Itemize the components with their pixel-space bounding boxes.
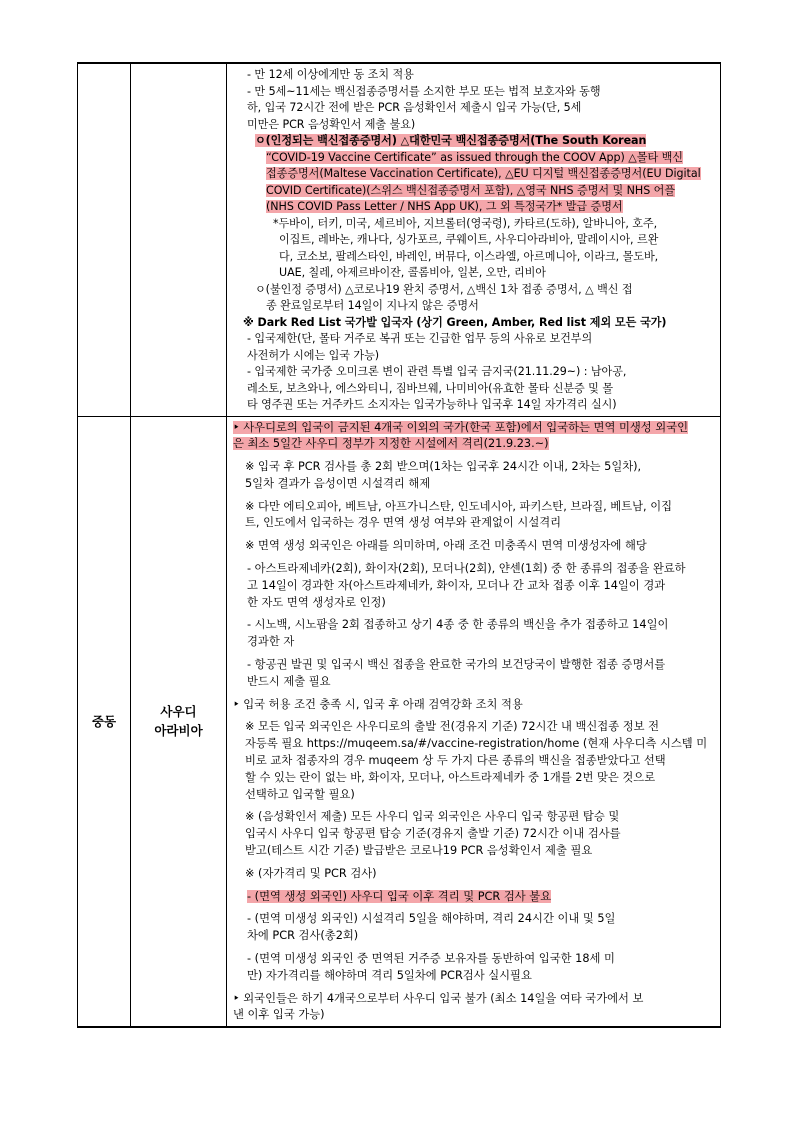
text-line: 고 14일이 경과한 자(아스트라제네카, 화이자, 모더나 간 교차 접종 이후 14일이 경과 [247,578,666,592]
country-cell: 사우디 아라비아 [131,416,227,1027]
text-line: - 입국제한 국가중 오미크론 변이 관련 특별 입국 금지국(21.11.29~) : 남아공, [247,365,627,378]
text-line: - (면역 미생성 외국인 중 면역된 거주증 보유자를 동반하여 입국한 18세 미 [247,952,615,966]
text-line: 트, 인도에서 입국하는 경우 면역 생성 여부와 관계없이 시설격리 [245,516,562,530]
highlighted-line: (NHS COVID Pass Letter / NHS App UK), 그 외 특정국가* 발급 증명서 [266,200,623,213]
text-line: 이집트, 레바논, 캐나다, 싱가포르, 쿠웨이트, 사우디아라비아, 말레이시아, 르완 [279,233,659,246]
text-line: 다, 코소보, 팔레스타인, 바레인, 버뮤다, 이스라엘, 아르메니아, 이라크, 몰도바, [279,249,659,263]
text-line: - 만 12세 이상에게만 동 조치 적용 [247,68,414,81]
text-line: ‣ 입국 허용 조건 충족 시, 입국 후 아래 검역강화 조치 적용 [233,697,523,711]
text-line: - 입국제한(단, 몰타 거주로 복귀 또는 긴급한 업무 등의 사유로 보건부의 [247,332,593,345]
text-line: ※ 입국 후 PCR 검사를 총 2회 받으며(1차는 입국후 24시간 이내, 2차는 5일차), [245,460,642,474]
region-cell [78,63,131,416]
text-line: ※ 모든 입국 외국인은 사우디로의 출발 전(경유지 기준) 72시간 내 백신접종 정보 전 [245,720,660,734]
table-row-malta [78,63,721,416]
text-line: 차에 PCR 검사(총2회) [247,929,359,943]
text-line: - 아스트라제네카(2회), 화이자(2회), 모더나(2회), 얀센(1회) 중 한 종류의 접종을 완료하 [247,562,686,576]
text-line: ※ (음성확인서 제출) 모든 사우디 입국 외국인은 사우디 입국 항공편 탑승 및 [245,810,620,824]
text-line: 레소토, 보츠와나, 에스와티니, 짐바브웨, 나미비아(유효한 몰타 신분증 및 몰 [247,381,613,395]
text-line: 비로 교차 접종자의 경우 muqeem 상 두 가지 다른 종류의 백신을 접종받았다고 선택 [245,754,666,768]
text-line: 사전허가 시에는 입국 가능) [247,348,380,362]
text-line: 만) 자가격리를 해야하며 격리 5일차에 PCR검사 실시필요 [247,968,532,982]
text-line: ‣ 외국인들은 하기 4개국으로부터 사우디 입국 불가 (최소 14일을 여타 국가에서 보 [233,991,644,1005]
highlighted-line: - (면역 생성 외국인) 사우디 입국 이후 격리 및 PCR 검사 불요 [247,889,552,903]
text-line: 5일차 결과가 음성이면 시설격리 해제 [245,476,431,490]
text-line: ※ 다만 에티오피아, 베트남, 아프가니스탄, 인도네시아, 파키스탄, 브라질, 베트남, 이집 [245,499,673,513]
text-line: 경과한 자 [247,635,295,649]
highlighted-line: ‣ 사우디로의 입국이 금지된 4개국 이외의 국가(한국 포함)에서 입국하는 면역 미생성 외국인 [233,420,689,434]
text-line: ※ 면역 생성 외국인은 아래를 의미하며, 아래 조건 미충족시 면역 미생성자에 해당 [245,539,647,553]
text-line: ※ Dark Red List 국가발 입국자 (상기 Green, Amber, Red list 제외 모든 국가) [243,315,667,329]
text-line: 미만은 PCR 음성확인서 제출 불요) [247,117,416,131]
text-line: - 시노백, 시노팜을 2회 접종하고 상기 4종 중 한 종류의 백신을 추가 접종하고 14일이 [247,618,669,632]
text-line: *두바이, 터키, 미국, 세르비아, 지브롤터(영국령), 카타르(도하), 알바니아, 호주, [273,216,658,230]
highlighted-line: 접종증명서(Maltese Vaccination Certificate), △EU 디지털 백신접종증명서(EU Digital [266,167,701,180]
text-line: - 만 5세~11세는 백신접종증명서를 소지한 부모 또는 법적 보호자와 동행 [247,84,601,98]
text-line: ㅇ(불인정 증명서) △코로나19 완치 증명서, △백신 1차 접종 증명서, △ 백신 접 [255,282,633,296]
text-line: - 항공권 발권 및 입국시 백신 접종을 완료한 국가의 보건당국이 발행한 접종 증명서를 [247,658,666,672]
text-line: - (면역 미생성 외국인) 시설격리 5일을 해야하며, 격리 24시간 이내 및 5일 [247,912,616,926]
highlighted-line: “COVID-19 Vaccine Certificate” as issued through the COOV App) △몰타 백신 [266,150,683,164]
country-table [77,62,721,1028]
highlighted-line: 은 최소 5일간 사우디 정부가 지정한 시설에서 격리(21.9.23.~) [233,437,549,451]
text-line: 할 수 있는 란이 없는 바, 화이자, 모더나, 아스트라제네카 중 1개를 2번 맞은 것으로 [245,770,656,784]
region-cell: 중동 [78,416,131,1027]
text-line: 입국시 사우디 입국 항공편 탑승 기준(경유지 출발 기준) 72시간 이내 검사를 [245,827,621,841]
content-cell [227,63,721,416]
text-line: ※ (자가격리 및 PCR 검사) [245,866,377,880]
text-line: 종 완료일로부터 14일이 지나지 않은 증명서 [266,299,479,312]
table-row-saudi [78,416,721,1027]
text-line: 한 자도 면역 생성자로 인정) [247,595,386,609]
content-cell [227,416,721,1027]
text-line: 선택하고 입국할 필요) [245,787,355,801]
text-line: 반드시 제출 필요 [247,674,331,688]
highlighted-line: ㅇ(인정되는 백신접종증명서) △대한민국 백신접종증명서(The South Korean [255,134,647,147]
highlighted-line: COVID Certificate)(스위스 백신접종증명서 포함), △영국 NHS 증명서 및 NHS 어플 [266,183,675,197]
text-line: 하, 입국 72시간 전에 받은 PCR 음성확인서 제출시 입국 가능(단, 5세 [247,101,582,114]
text-line: 낸 이후 입국 가능) [233,1008,325,1022]
text-line: 자등록 필요 https://muqeem.sa/#/vaccine-registration/home (현재 사우디측 시스템 미 [245,737,708,751]
text-line: 타 영주권 또는 거주카드 소지자는 입국가능하나 입국후 14일 자가격리 실시) [247,398,617,411]
text-line: UAE, 칠레, 아제르바이잔, 콜롬비아, 일본, 오만, 리비아 [279,266,546,279]
country-cell [131,63,227,416]
text-line: 받고(테스트 시간 기준) 발급받은 코로나19 PCR 음성확인서 제출 필요 [245,844,593,858]
